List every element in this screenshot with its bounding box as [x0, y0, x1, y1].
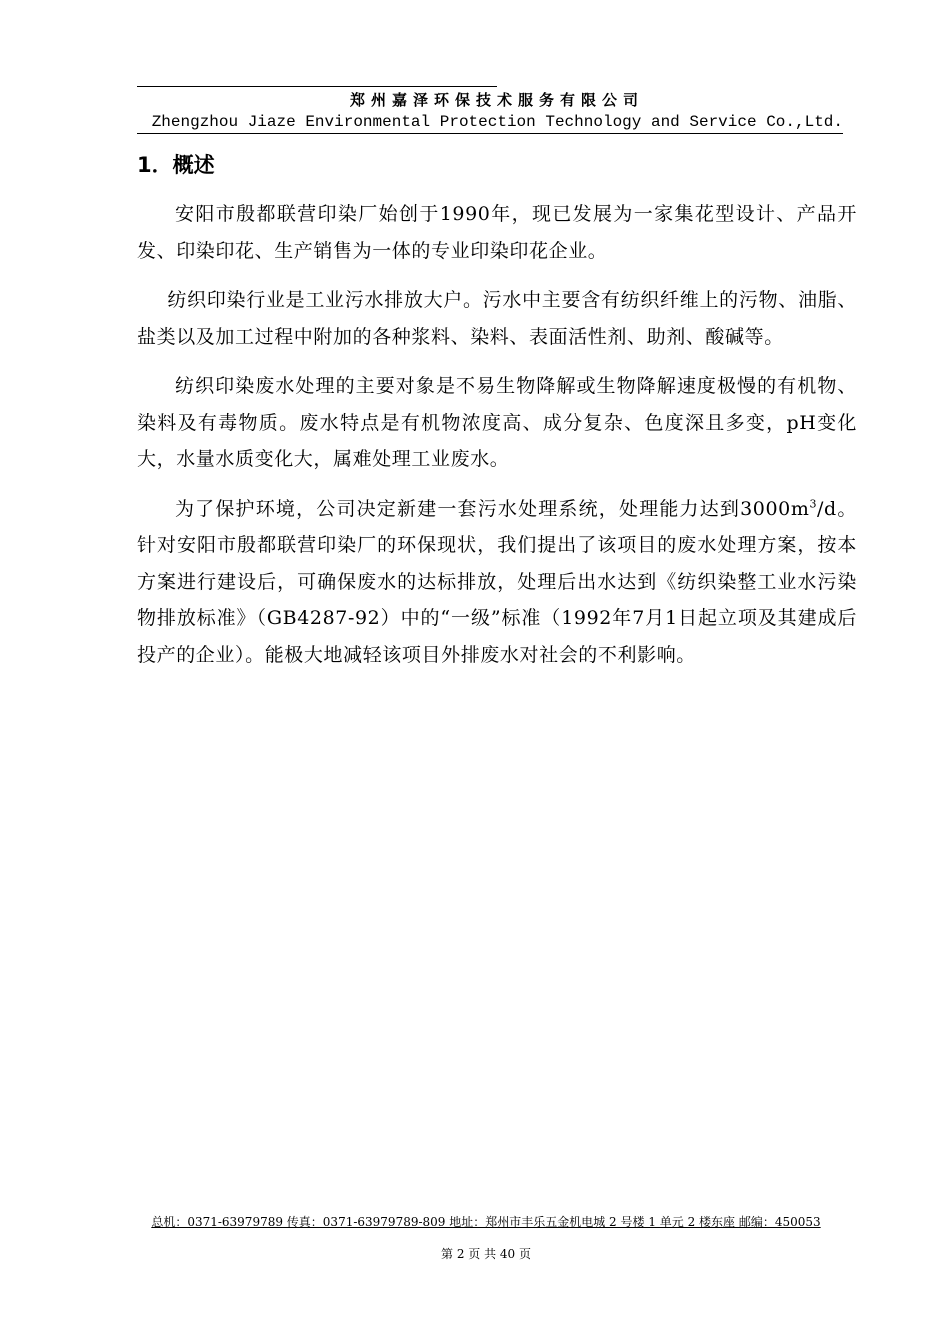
document-body [137, 196, 857, 673]
superscript: 3 [809, 497, 818, 511]
paragraph-plan-part1: 为了保护环境，公司决定新建一套污水处理系统，处理能力达到3000m [175, 497, 810, 520]
paragraph-industry: 纺织印染行业是工业污水排放大户。污水中主要含有纺织纤维上的污物、油脂、盐类以及加工过程中附加的各种浆料、染料、表面活性剂、助剂、酸碱等。 [137, 289, 857, 348]
paragraph-plan-part2: /d。针对安阳市殷都联营印染厂的环保现状，我们提出了该项目的废水处理方案，按本方案进行建设后，可确保废水的达标排放，处理后出水达到《纺织染整工业水污染物排放标准》（GB4287-92）中的“一级”标准（1992年7月1日起立项及其建成后投产的企业）。能极大地减轻该项目外排废水对社会的不利影响。 [137, 497, 857, 666]
paragraph-wastewater: 纺织印染废水处理的主要对象是不易生物降解或生物降解速度极慢的有机物、染料及有毒物质。废水特点是有机物浓度高、成分复杂、色度深且多变，pH变化大，水量水质变化大，属难处理工业废水。 [137, 375, 857, 470]
footer-page-number: 第 2 页 共 40 页 [441, 1247, 531, 1261]
footer-contact: 总机：0371-63979789 传真：0371-63979789-809 地址：郑州市丰乐五金机电城 2 号楼 1 单元 2 楼东座 邮编：450053 [151, 1215, 821, 1229]
section-title: 1．概述 [137, 153, 215, 177]
company-name-en: Zhengzhou Jiaze Environmental Protection Technology and Service Co.,Ltd. [137, 112, 843, 134]
paragraph-intro: 安阳市殷都联营印染厂始创于1990年，现已发展为一家集花型设计、产品开发、印染印花、生产销售为一体的专业印染印花企业。 [137, 203, 857, 262]
header-rule [137, 86, 497, 87]
paragraph-plan [137, 491, 857, 674]
company-name-cn: 郑州嘉泽环保技术服务有限公司 [349, 91, 644, 109]
